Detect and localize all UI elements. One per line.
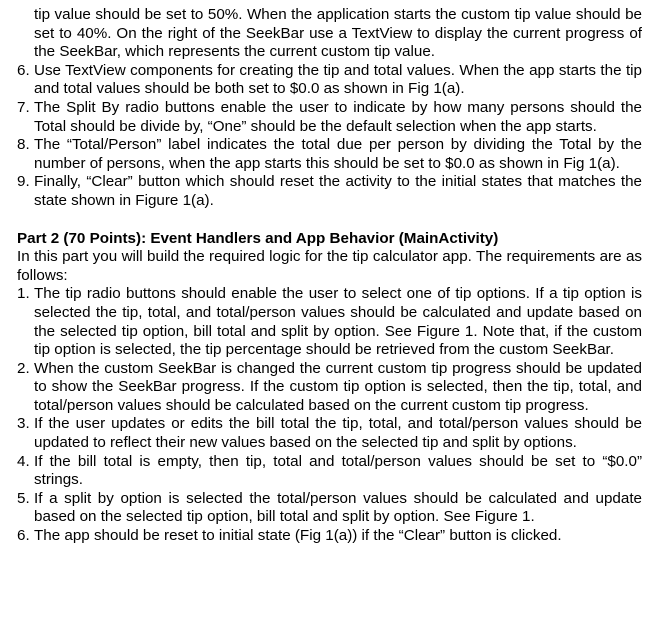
list-item: [17, 136, 642, 173]
item-text: When the custom SeekBar is changed the current custom tip progress should be updated to show the SeekBar progress. If the custom tip option is selected, then the tip, total, and total/person values should be calculated based on the current custom tip progress.: [34, 359, 642, 414]
item-text: If a split by option is selected the total/person values should be calculated and update based on the selected tip option, bill total and split by option. See Figure 1.: [34, 489, 642, 526]
requirements-list-part2: [17, 285, 642, 545]
section-heading: Part 2 (70 Points): Event Handlers and App Behavior (MainActivity): [17, 229, 499, 247]
list-item: [17, 490, 642, 527]
list-item: [17, 285, 642, 359]
list-item: [17, 173, 642, 210]
list-item: [17, 415, 642, 452]
item-text: The app should be reset to initial state (Fig 1(a)) if the “Clear” button is clicked.: [34, 527, 562, 545]
item-text: The tip radio buttons should enable the user to select one of tip options. If a tip option is selected the tip, total, and total/person values should be calculated and update based on the selected tip option, bill total and split by option. See Figure 1. Note that, if the custom tip option is selected, the tip percentage should be retrieved from the custom SeekBar.: [34, 285, 642, 359]
item-number: 3.: [17, 415, 30, 433]
item-number: 6.: [17, 527, 30, 545]
list-item: [17, 527, 642, 546]
item-number: 5.: [17, 489, 30, 507]
item-number: 4.: [17, 452, 30, 470]
item-number: 8.: [17, 136, 30, 154]
item-number: 2.: [17, 359, 30, 377]
item-number: 1.: [17, 285, 30, 303]
item-number: 9.: [17, 173, 30, 191]
requirements-list-part1: [17, 62, 642, 211]
item-text: The “Total/Person” label indicates the total due per person by dividing the Total by the number of persons, when the app starts this should be set to $0.0 as shown in Fig 1(a).: [34, 136, 642, 172]
item-number: 6.: [17, 61, 30, 79]
list-item: [17, 62, 642, 99]
list-item: [17, 360, 642, 416]
item-text: Use TextView components for creating the tip and total values. When the app starts the tip and total values should be both set to $0.0 as shown in Fig 1(a).: [34, 61, 642, 98]
list-item: [17, 99, 642, 136]
list-item: [17, 453, 642, 490]
item-text: If the bill total is empty, then tip, total and total/person values should be set to “$0.0” strings.: [34, 452, 642, 489]
section-intro: In this part you will build the required logic for the tip calculator app. The requirements are as follows:: [17, 248, 642, 284]
continuation-paragraph: tip value should be set to 50%. When the application starts the custom tip value should be set to 40%. On the right of the SeekBar use a TextView to display the current progress of the SeekBar, which represents the current custom tip value.: [34, 6, 642, 61]
item-text: If the user updates or edits the bill total the tip, total, and total/person values should be updated to reflect their new values based on the selected tip and split by options.: [34, 415, 642, 452]
item-text: The Split By radio buttons enable the user to indicate by how many persons should the Total should be divide by, “One” should be the default selection when the app starts.: [34, 98, 642, 135]
item-text: Finally, “Clear” button which should reset the activity to the initial states that matches the state shown in Figure 1(a).: [34, 173, 642, 209]
item-number: 7.: [17, 98, 30, 116]
